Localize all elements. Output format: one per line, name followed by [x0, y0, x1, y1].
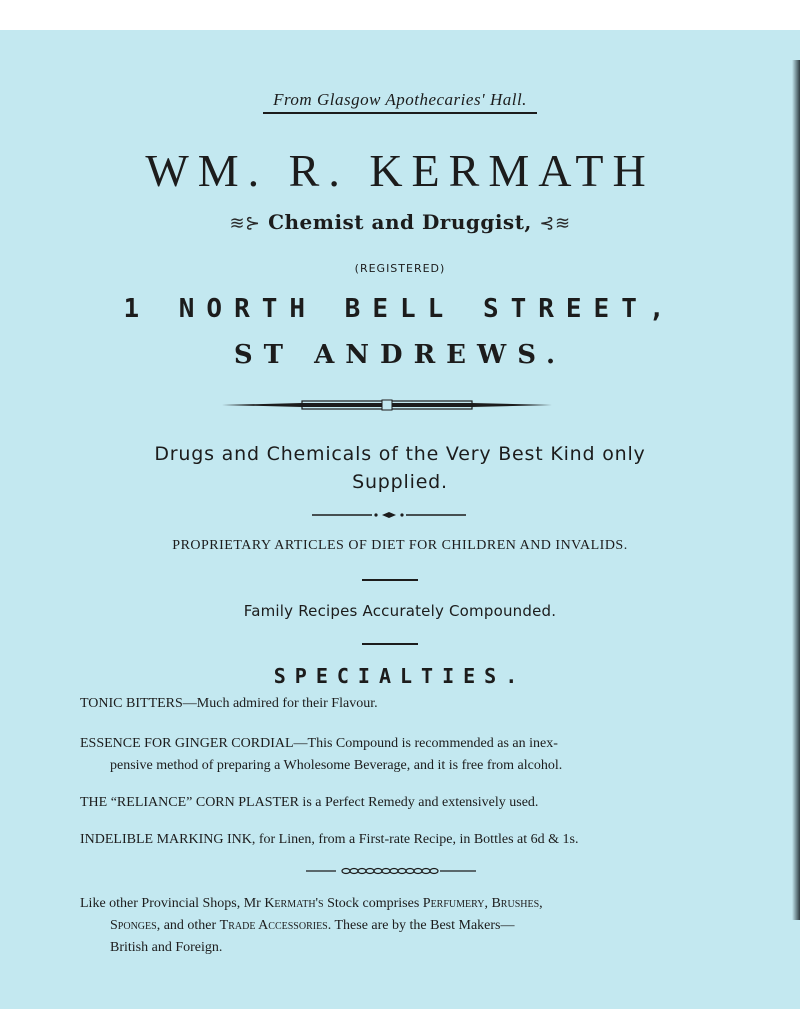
chain-ornament-rule: [306, 866, 476, 876]
specialties-heading: SPECIALTIES.: [273, 664, 527, 688]
specialty-item: [80, 792, 720, 814]
town-name: ST ANDREWS.: [233, 340, 567, 370]
specialty-item: [80, 733, 720, 777]
specialty-line-continued: pensive method of preparing a Wholesome Beverage, and it is free from alcohol.: [110, 758, 563, 773]
footer-text: Stock comprises: [323, 896, 423, 911]
small-ornament-rule: [312, 510, 466, 520]
proprietor-name: WM. R. KERMATH: [145, 145, 655, 196]
proprietary-line: PROPRIETARY ARTICLES OF DIET FOR CHILDREN AND INVALIDS.: [172, 538, 628, 553]
tagline-line1: Drugs and Chemicals of the Very Best Kind only: [154, 443, 646, 465]
footer-line2: [80, 915, 720, 937]
tagline-line2: Supplied.: [352, 471, 448, 493]
specialty-item: [80, 693, 720, 715]
footer-text: . These are by the Best Makers—: [327, 918, 515, 933]
footer-text: Like other Provincial Shops, Mr: [80, 896, 265, 911]
short-divider: [362, 579, 418, 581]
origin-line: [0, 90, 800, 114]
footer-line3: British and Foreign.: [110, 940, 223, 955]
trade-text: Chemist and Druggist,: [268, 210, 532, 234]
family-recipes-line: Family Recipes Accurately Compounded.: [243, 602, 557, 620]
specialty-line: THE “RELIANCE” CORN PLASTER is a Perfect Remedy and extensively used.: [80, 795, 539, 810]
right-sprig-icon: ⊰≋: [539, 213, 571, 234]
footer-text: , and other: [156, 918, 220, 933]
short-divider: [362, 643, 418, 645]
specialty-line: ESSENCE FOR GINGER CORDIAL—This Compound is recommended as an inex-: [80, 736, 558, 751]
footer-brushes: Brushes: [491, 896, 540, 911]
specialty-item: [80, 829, 720, 851]
ornamental-rule: [222, 399, 552, 411]
left-sprig-icon: ≋⊱: [229, 213, 261, 234]
street-address: 1 NORTH BELL STREET,: [123, 294, 677, 324]
footer-sponges: Sponges: [110, 918, 157, 933]
registered-label: (REGISTERED): [354, 262, 446, 275]
footer-paragraph: [80, 893, 720, 959]
footer-name: Kermath's: [264, 896, 324, 911]
footer-perfumery: Perfumery: [422, 896, 485, 911]
origin-text: From Glasgow Apothecaries' Hall.: [263, 90, 537, 114]
footer-trade: Trade Accessories: [219, 918, 328, 933]
specialty-line: TONIC BITTERS—Much admired for their Flavour.: [80, 696, 378, 711]
specialty-line: INDELIBLE MARKING INK, for Linen, from a First-rate Recipe, in Bottles at 6d & 1s.: [80, 832, 579, 847]
trade-line: [0, 210, 800, 234]
footer-line1: Like other Provincial Shops, Mr Kermath's Stock comprises Perfumery, Brushes,: [80, 896, 543, 911]
tagline: [0, 440, 800, 496]
